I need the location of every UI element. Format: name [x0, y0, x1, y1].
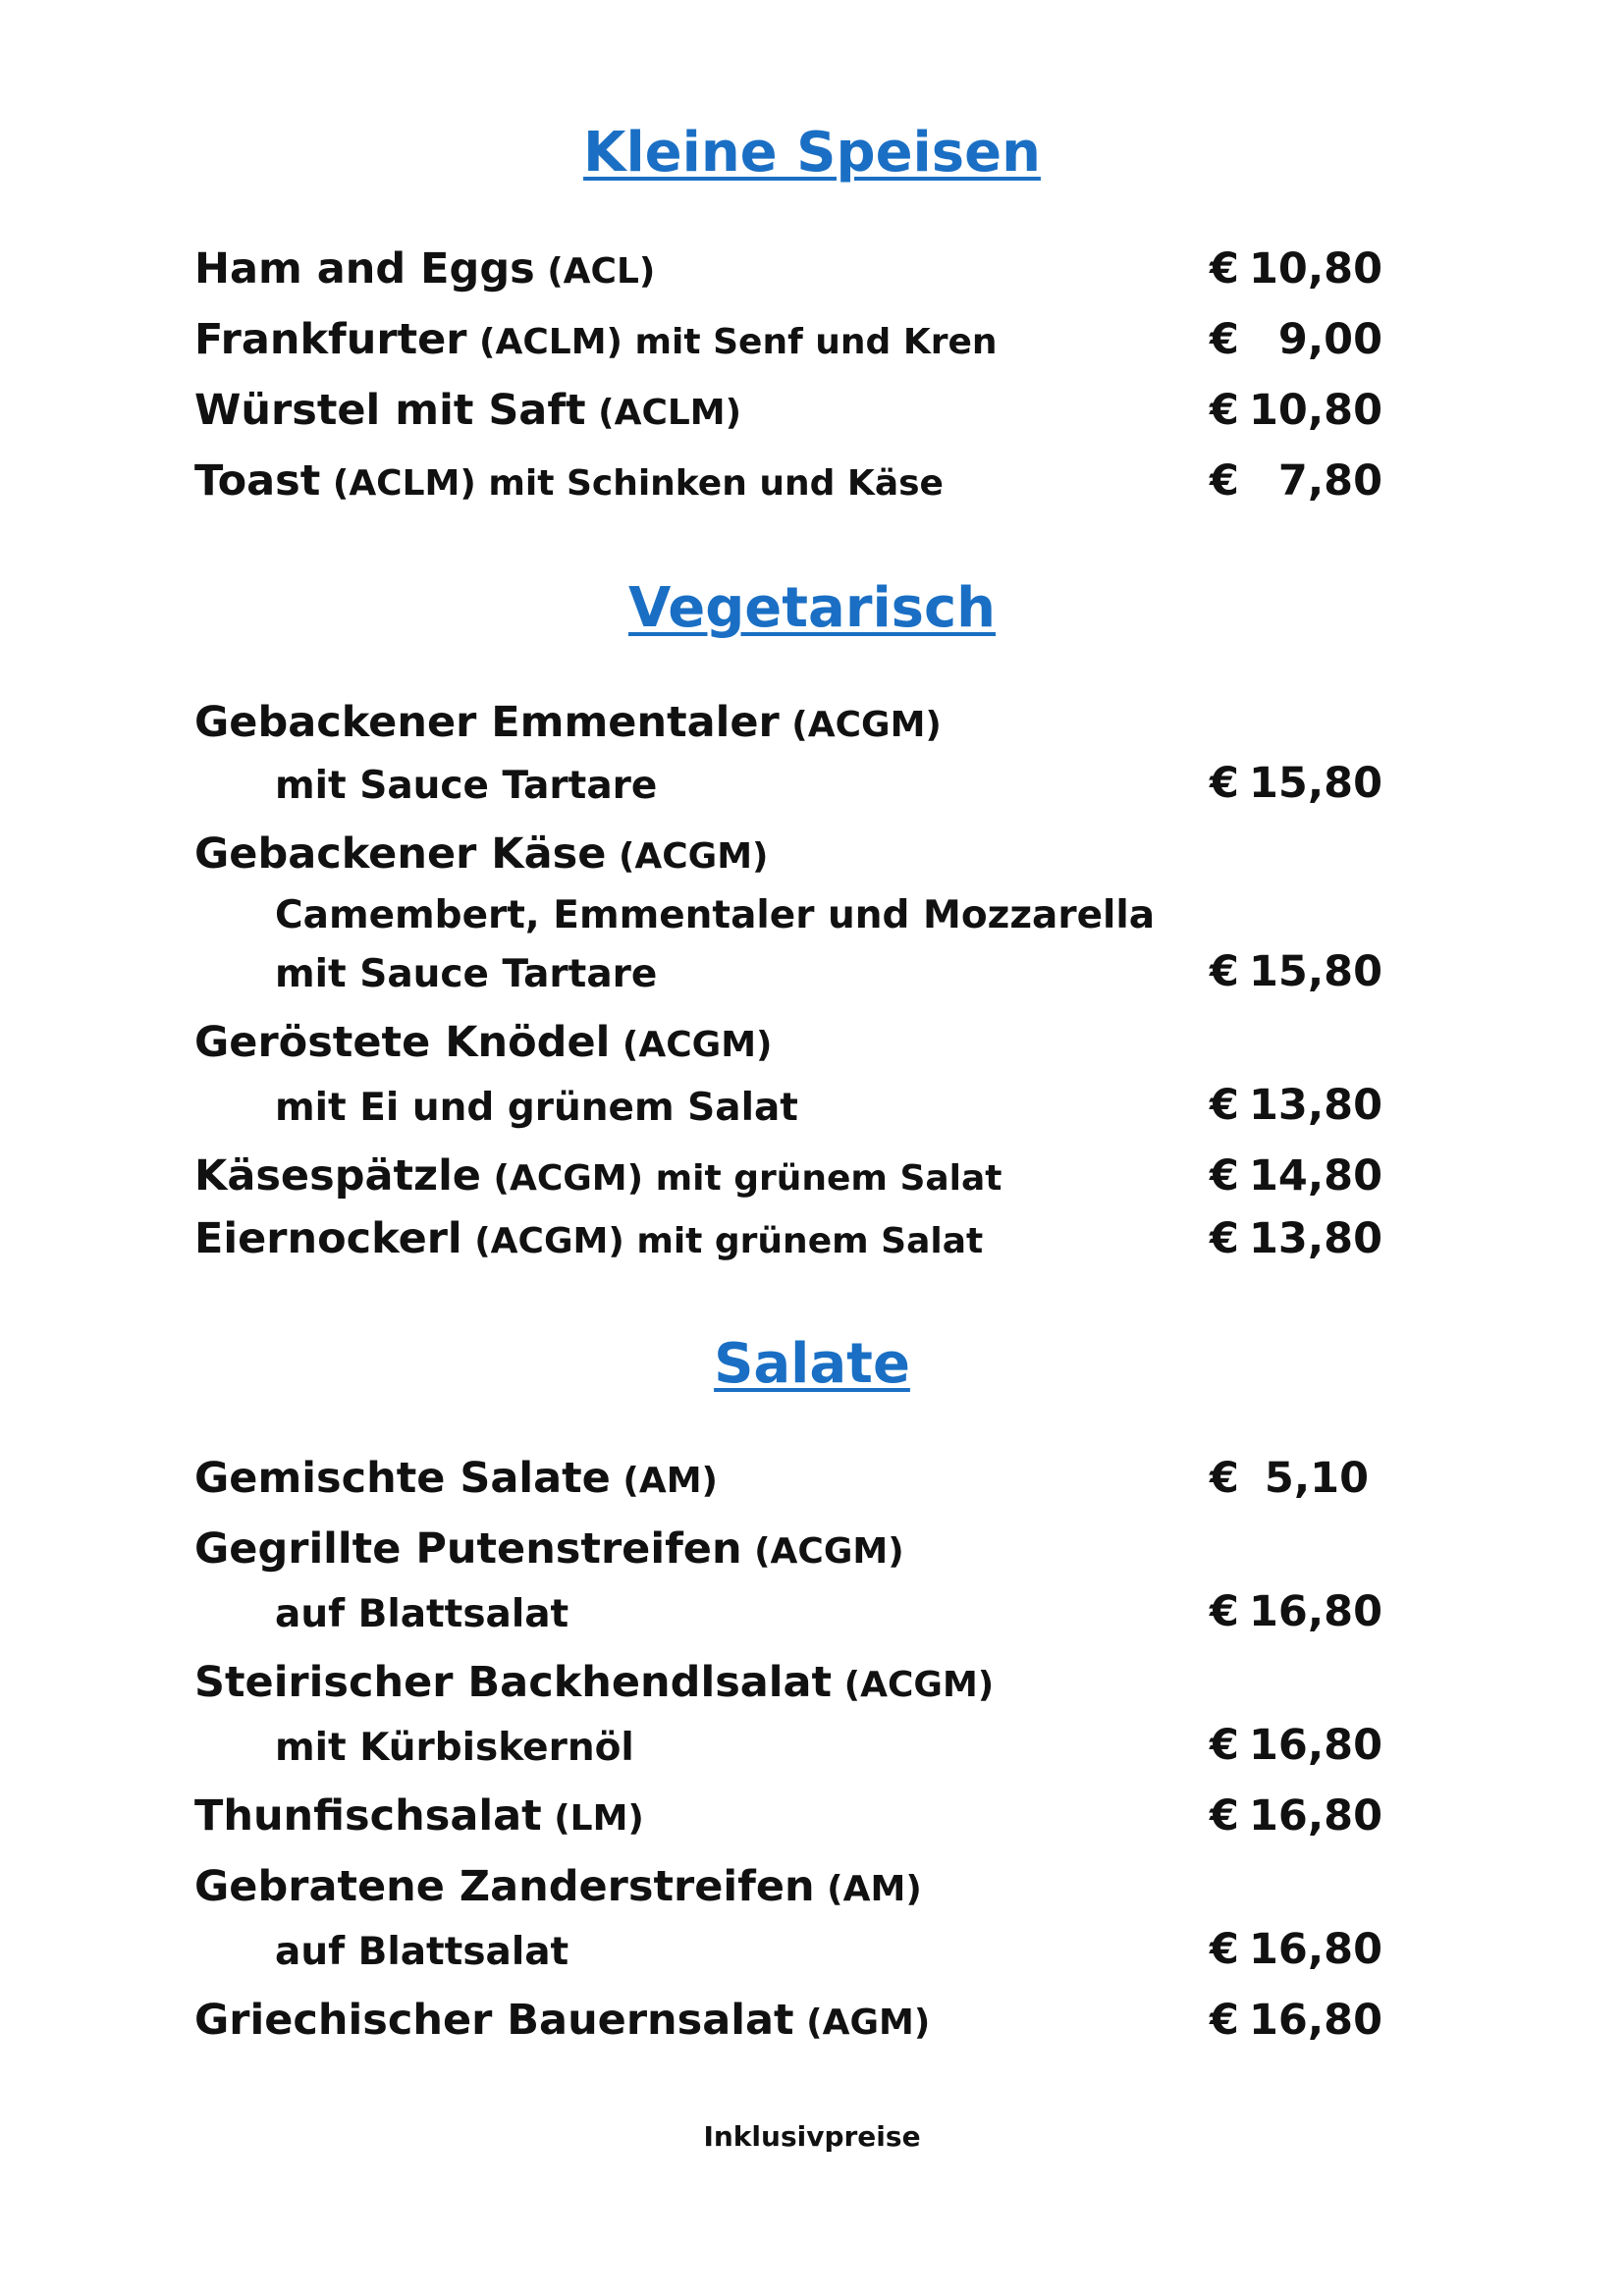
currency-symbol: €: [1210, 1925, 1239, 1974]
menu-item-detail: [194, 944, 1382, 996]
item-allergens: (ACGM): [480, 1158, 644, 1199]
price-amount: 16,80: [1248, 1925, 1382, 1974]
item-name: Käsespätzle: [194, 1151, 481, 1201]
item-allergens: (AM): [610, 1461, 718, 1501]
item-name: Gemischte Salate: [194, 1454, 611, 1503]
price-amount: 15,80: [1248, 947, 1382, 996]
price-amount: 7,80: [1277, 456, 1382, 506]
currency-symbol: €: [1210, 1587, 1239, 1636]
item-description: mit Sauce Tartare: [275, 764, 658, 808]
menu-item: [194, 1655, 1382, 1707]
price-amount: 14,80: [1248, 1151, 1382, 1201]
currency-symbol: €: [1210, 947, 1239, 996]
menu-item-detail: [194, 1922, 1382, 1974]
item-allergens: (ACL): [534, 251, 656, 292]
menu-item: [194, 454, 1382, 506]
item-description: mit Ei und grünem Salat: [275, 1086, 798, 1130]
price-amount: 10,80: [1248, 244, 1382, 294]
item-name: Toast: [194, 456, 321, 506]
price-amount: 15,80: [1248, 759, 1382, 808]
item-allergens: (AM): [814, 1869, 922, 1909]
menu-item-detail: [194, 756, 1382, 808]
item-allergens: (AGM): [793, 2002, 931, 2043]
item-description: Camembert, Emmentaler und Mozzarella: [275, 893, 1156, 937]
item-name: Gebackener Käse: [194, 829, 607, 879]
item-name: Ham and Eggs: [194, 244, 535, 294]
menu-item: [194, 695, 1382, 747]
item-description: auf Blattsalat: [275, 1930, 569, 1974]
currency-symbol: €: [1210, 1454, 1239, 1503]
price-amount: 16,80: [1248, 1791, 1382, 1841]
menu-item-detail: [194, 1718, 1382, 1770]
menu-item-detail: [194, 885, 1382, 937]
currency-symbol: €: [1210, 1721, 1239, 1770]
item-name: Gegrillte Putenstreifen: [194, 1524, 742, 1574]
item-allergens: (ACLM): [466, 322, 623, 362]
menu-item: [194, 241, 1382, 294]
item-name: Steirischer Backhendlsalat: [194, 1658, 833, 1707]
item-description: mit Kürbiskernöl: [275, 1726, 634, 1770]
item-allergens: (ACGM): [741, 1531, 904, 1572]
item-allergens: (ACLM): [320, 463, 476, 504]
item-name: Thunfischsalat: [194, 1791, 542, 1841]
menu-item: [194, 1859, 1382, 1911]
item-allergens: (ACGM): [779, 705, 942, 745]
item-extra: mit Senf und Kren: [623, 322, 998, 362]
currency-symbol: €: [1210, 244, 1239, 294]
currency-symbol: €: [1210, 386, 1239, 435]
menu-item-detail: [194, 1078, 1382, 1130]
section-title-vegetarisch: Vegetarisch: [627, 576, 997, 640]
currency-symbol: €: [1210, 1151, 1239, 1201]
item-allergens: (ACGM): [461, 1221, 624, 1261]
menu-item-detail: [194, 1584, 1382, 1636]
item-description: mit Sauce Tartare: [275, 952, 658, 996]
price-amount: 16,80: [1248, 1587, 1382, 1636]
currency-symbol: €: [1210, 315, 1239, 364]
price-amount: 16,80: [1248, 1721, 1382, 1770]
menu-item: [194, 1148, 1382, 1201]
menu-item: [194, 312, 1382, 364]
menu-item: [194, 1015, 1382, 1067]
section-title-salate: Salate: [714, 1332, 910, 1396]
menu-item: [194, 1211, 1382, 1263]
currency-symbol: €: [1210, 1996, 1239, 2045]
footer-note: Inklusivpreise: [703, 2120, 921, 2153]
item-allergens: (ACGM): [610, 1025, 773, 1065]
item-name: Gebackener Emmentaler: [194, 698, 780, 747]
price-amount: 13,80: [1248, 1081, 1382, 1130]
item-description: auf Blattsalat: [275, 1592, 569, 1636]
item-extra: mit Schinken und Käse: [475, 463, 944, 504]
menu-item: [194, 1789, 1382, 1841]
menu-item: [194, 827, 1382, 879]
currency-symbol: €: [1210, 1081, 1239, 1130]
menu-item: [194, 1993, 1382, 2045]
menu-item: [194, 1451, 1382, 1503]
menu-item: [194, 1522, 1382, 1574]
price-amount: 9,00: [1277, 315, 1382, 364]
section-title-kleine-speisen: Kleine Speisen: [583, 121, 1041, 185]
currency-symbol: €: [1210, 1791, 1239, 1841]
item-extra: mit grünem Salat: [643, 1158, 1002, 1199]
item-extra: mit grünem Salat: [623, 1221, 984, 1261]
item-name: Griechischer Bauernsalat: [194, 1996, 794, 2045]
currency-symbol: €: [1210, 759, 1239, 808]
price-amount: 10,80: [1248, 386, 1382, 435]
item-allergens: (LM): [541, 1798, 644, 1839]
price-amount: 16,80: [1248, 1996, 1382, 2045]
item-allergens: (ACGM): [832, 1665, 995, 1705]
item-name: Eiernockerl: [194, 1214, 462, 1263]
currency-symbol: €: [1210, 456, 1239, 506]
currency-symbol: €: [1210, 1214, 1239, 1263]
menu-item: [194, 383, 1382, 435]
item-allergens: (ACLM): [585, 393, 742, 433]
item-name: Geröstete Knödel: [194, 1018, 611, 1067]
item-allergens: (ACGM): [606, 836, 769, 877]
price-amount: 13,80: [1248, 1214, 1382, 1263]
item-name: Frankfurter: [194, 315, 467, 364]
price-amount: 5,10: [1264, 1454, 1369, 1503]
item-name: Würstel mit Saft: [194, 386, 586, 435]
item-name: Gebratene Zanderstreifen: [194, 1862, 815, 1911]
